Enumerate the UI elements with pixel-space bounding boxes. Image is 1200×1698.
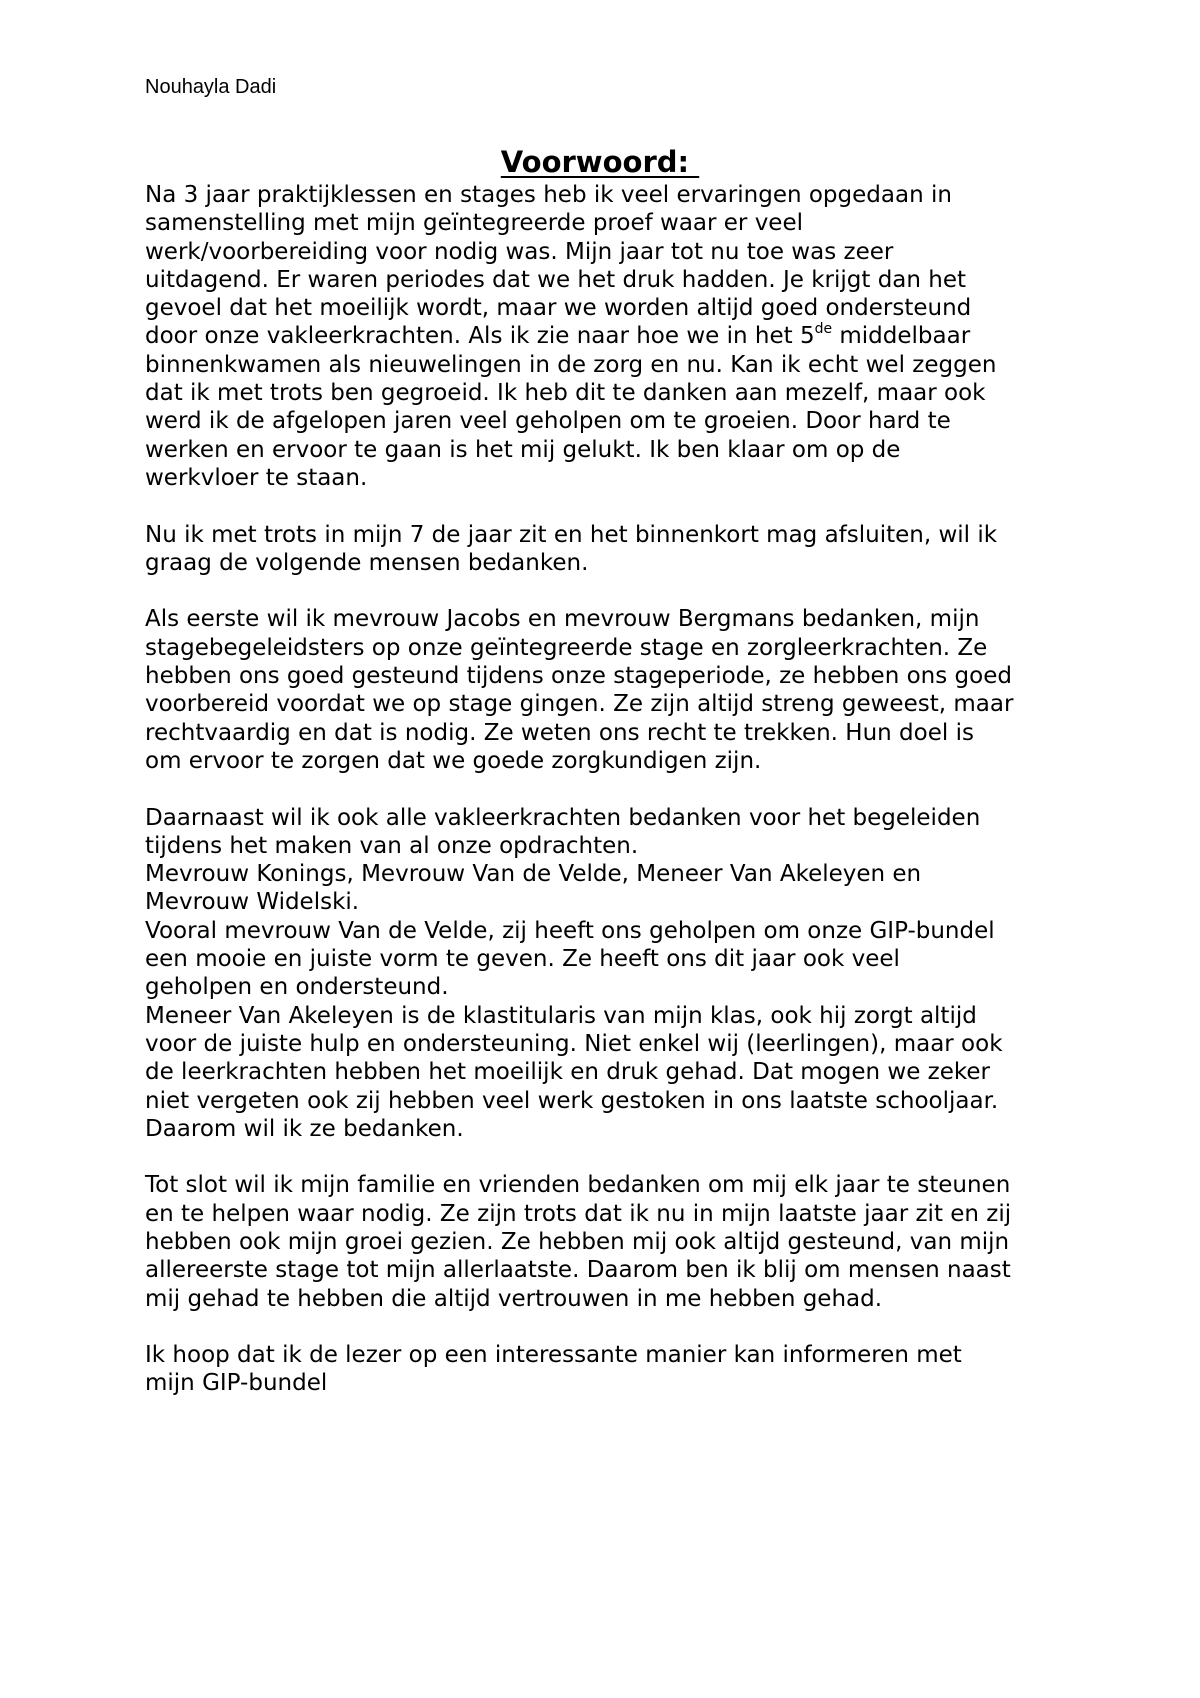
text-line: mijn GIP-bundel bbox=[145, 1370, 328, 1397]
text-line: Mevrouw Widelski. bbox=[145, 889, 360, 916]
text-line: en te helpen waar nodig. Ze zijn trots dat ik nu in mijn laatste jaar zit en zij bbox=[145, 1200, 1012, 1227]
document-body bbox=[145, 181, 1095, 1398]
text-line: Meneer Van Akeleyen is de klastitularis van mijn klas, ook hij zorgt altijd bbox=[145, 1002, 977, 1029]
text-line: werkvloer te staan. bbox=[145, 464, 368, 491]
text-line: niet vergeten ook zij hebben veel werk gestoken in ons laatste schooljaar. bbox=[145, 1087, 999, 1114]
paragraph bbox=[145, 521, 1095, 578]
text-line: voor de juiste hulp en ondersteuning. Niet enkel wij (leerlingen), maar ook bbox=[145, 1030, 1003, 1057]
text-line bbox=[145, 322, 1095, 350]
text-line: geholpen en ondersteund. bbox=[145, 974, 449, 1001]
text-line: werd ik de afgelopen jaren veel geholpen om te groeien. Door hard te bbox=[145, 408, 951, 435]
paragraph bbox=[145, 181, 1095, 492]
text-line: Tot slot wil ik mijn familie en vrienden bedanken om mij elk jaar te steunen bbox=[145, 1172, 1011, 1199]
paragraph-spacer bbox=[145, 577, 1095, 605]
text-line: binnenkwamen als nieuwelingen in de zorg en nu. Kan ik echt wel zeggen bbox=[145, 351, 997, 378]
text-line: Na 3 jaar praktijklessen en stages heb ik veel ervaringen opgedaan in bbox=[145, 182, 952, 208]
text-line: hebben ons goed gesteund tijdens onze stageperiode, ze hebben ons goed bbox=[145, 663, 1012, 690]
paragraph-spacer bbox=[145, 492, 1095, 520]
paragraph bbox=[145, 605, 1095, 775]
text-line: Als eerste wil ik mevrouw Jacobs en mevrouw Bergmans bedanken, mijn bbox=[145, 606, 980, 633]
paragraph bbox=[145, 1171, 1095, 1312]
text-line: Vooral mevrouw Van de Velde, zij heeft ons geholpen om onze GIP-bundel bbox=[145, 917, 995, 944]
text-line: hebben ook mijn groei gezien. Ze hebben mij ook altijd gesteund, van mijn bbox=[145, 1228, 1010, 1255]
text-line: werk/voorbereiding voor nodig was. Mijn jaar tot nu toe was zeer bbox=[145, 238, 894, 265]
text-segment: door onze vakleerkrachten. Als ik zie naar hoe we in het 5 bbox=[145, 323, 815, 350]
text-line: tijdens het maken van al onze opdrachten. bbox=[145, 832, 639, 859]
text-line: de leerkrachten hebben het moeilijk en druk gehad. Dat mogen we zeker bbox=[145, 1059, 990, 1086]
text-segment: middelbaar bbox=[832, 323, 971, 350]
page-title bbox=[0, 143, 1200, 181]
title-text: Voorwoord: bbox=[500, 145, 700, 179]
paragraph-spacer bbox=[145, 1313, 1095, 1341]
paragraph-spacer bbox=[145, 775, 1095, 803]
text-line: voorbereid voordat we op stage gingen. Ze zijn altijd streng geweest, maar bbox=[145, 691, 1014, 718]
paragraph bbox=[145, 1341, 1095, 1398]
paragraph bbox=[145, 804, 1095, 1144]
paragraph-spacer bbox=[145, 1143, 1095, 1171]
text-line: om ervoor te zorgen dat we goede zorgkundigen zijn. bbox=[145, 747, 762, 774]
text-line: Mevrouw Konings, Mevrouw Van de Velde, Meneer Van Akeleyen en bbox=[145, 861, 922, 888]
text-line: rechtvaardig en dat is nodig. Ze weten ons recht te trekken. Hun doel is bbox=[145, 719, 974, 746]
text-line: een mooie en juiste vorm te geven. Ze heeft ons dit jaar ook veel bbox=[145, 946, 900, 973]
text-line: Daarnaast wil ik ook alle vakleerkrachten bedanken voor het begeleiden bbox=[145, 804, 981, 831]
text-line: stagebegeleidsters op onze geïntegreerde stage en zorgleerkrachten. Ze bbox=[145, 634, 988, 661]
text-line: uitdagend. Er waren periodes dat we het druk hadden. Je krijgt dan het bbox=[145, 266, 967, 293]
author-name: Nouhayla Dadi bbox=[145, 76, 277, 98]
text-line: mij gehad te hebben die altijd vertrouwen in me hebben gehad. bbox=[145, 1285, 883, 1312]
text-line: allereerste stage tot mijn allerlaatste. Daarom ben ik blij om mensen naast bbox=[145, 1257, 1011, 1284]
text-line: Nu ik met trots in mijn 7 de jaar zit en het binnenkort mag afsluiten, wil ik bbox=[145, 521, 998, 548]
text-line: werken en ervoor te gaan is het mij gelukt. Ik ben klaar om op de bbox=[145, 436, 901, 463]
text-line: dat ik met trots ben gegroeid. Ik heb dit te danken aan mezelf, maar ook bbox=[145, 380, 986, 407]
text-line: samenstelling met mijn geïntegreerde proef waar er veel bbox=[145, 210, 803, 237]
text-line: gevoel dat het moeilijk wordt, maar we worden altijd goed ondersteund bbox=[145, 295, 972, 322]
superscript: de bbox=[814, 321, 833, 338]
text-line: Ik hoop dat ik de lezer op een interessante manier kan informeren met bbox=[145, 1342, 962, 1369]
text-line: Daarom wil ik ze bedanken. bbox=[145, 1115, 464, 1142]
text-line: graag de volgende mensen bedanken. bbox=[145, 549, 589, 576]
